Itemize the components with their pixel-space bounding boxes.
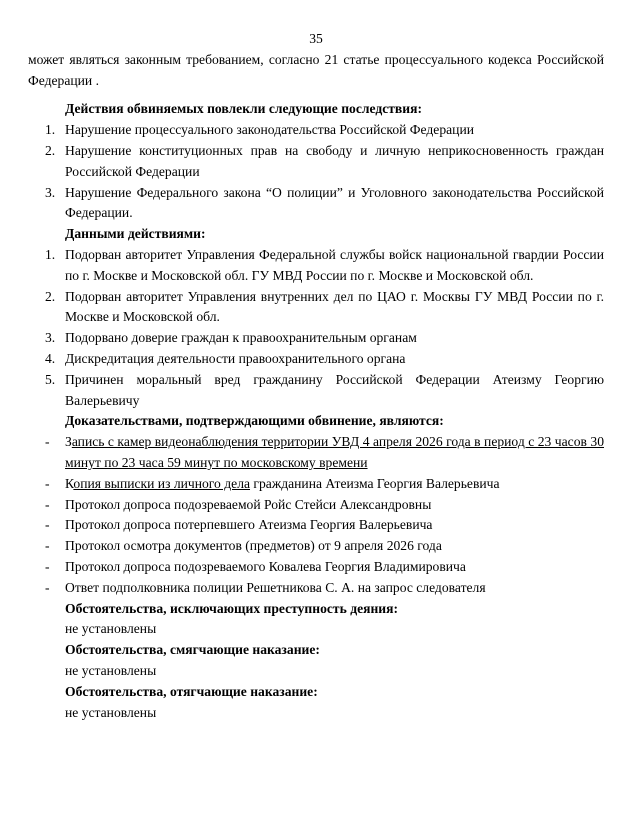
list-item-text: Нарушение Федерального закона “О полиции” и Уголовного законодательства Российской Федерации. xyxy=(65,184,604,221)
list-item xyxy=(28,245,604,287)
list-marker: - xyxy=(45,496,50,512)
list-item-text: Нарушение процессуального законодательства Российской Федерации xyxy=(65,122,474,138)
list-item-text xyxy=(65,476,500,491)
list-marker: - xyxy=(45,517,50,533)
list-item-text: Подорван авторитет Управления внутренних дел по ЦАО г. Москвы ГУ МВД России по г. Москве и Московской обл. xyxy=(65,288,604,325)
list-marker: 2. xyxy=(45,142,56,158)
list-item-text: Протокол допроса потерпевшего Атеизма Георгия Валерьевича xyxy=(65,517,433,533)
list-marker: 3. xyxy=(45,330,56,346)
list-item-text: Подорван авторитет Управления Федеральной службы войск национальной гвардии России по г. Москве и Московской обл. ГУ МВД России по г. Москве и Московской обл. xyxy=(65,246,604,283)
list-item xyxy=(28,536,604,557)
list-item-text: Протокол допроса подозреваемого Ковалева Георгия Владимировича xyxy=(65,558,466,574)
section-heading-actions: Данными действиями: xyxy=(65,226,206,242)
list-item xyxy=(28,474,604,495)
status-text: не установлены xyxy=(65,621,157,637)
section-heading-excluding-circumstances: Обстоятельства, исключающих преступность деяния: xyxy=(65,600,399,616)
list-item xyxy=(28,370,604,412)
intro-paragraph: может являться законным требованием, согласно 21 статье процессуального кодекса Российской Федерации . xyxy=(28,51,604,88)
list-marker: - xyxy=(45,579,50,595)
list-item xyxy=(28,328,604,349)
text-segment: З xyxy=(65,434,72,450)
underlined-text-segment: опия выписки из личного дела xyxy=(73,475,251,491)
list-marker: 1. xyxy=(45,246,56,262)
list-item-text: Ответ подполковника полиции Решетникова С. А. на запрос следователя xyxy=(65,579,486,595)
list-marker: - xyxy=(45,475,50,491)
list-marker: 1. xyxy=(45,122,56,138)
list-item xyxy=(28,120,604,141)
list-marker: - xyxy=(45,558,50,574)
list-item xyxy=(28,349,604,370)
list-marker: - xyxy=(45,434,50,450)
section-heading-aggravating-circumstances: Обстоятельства, отягчающие наказание: xyxy=(65,683,318,699)
list-item xyxy=(28,557,604,578)
section-heading-evidence: Доказательствами, подтверждающими обвинение, являются: xyxy=(65,413,444,429)
list-item-text: Протокол допроса подозреваемой Ройс Стейси Александровны xyxy=(65,496,432,512)
text-segment: К xyxy=(65,475,74,491)
list-marker: 4. xyxy=(45,350,56,366)
list-marker: 2. xyxy=(45,288,56,304)
text-segment: гражданина Атеизма Георгия Валерьевича xyxy=(250,475,500,491)
status-text: не установлены xyxy=(65,662,157,678)
list-item xyxy=(28,141,604,183)
list-item xyxy=(28,432,604,474)
list-marker: 5. xyxy=(45,371,56,387)
list-item-text: Дискредитация деятельности правоохранительного органа xyxy=(65,350,406,366)
list-item-text xyxy=(65,434,604,470)
list-item-text: Протокол осмотра документов (предметов) от 9 апреля 2026 года xyxy=(65,538,442,554)
list-item-text: Подорвано доверие граждан к правоохранительным органам xyxy=(65,330,417,346)
list-item xyxy=(28,287,604,329)
list-item-text: Причинен моральный вред гражданину Российской Федерации Атеизму Георгию Валерьевичу xyxy=(65,371,604,408)
list-item-text: Нарушение конституционных прав на свободу и личную неприкосновенность граждан Российской Федерации xyxy=(65,142,604,179)
section-heading-consequences: Действия обвиняемых повлекли следующие последствия: xyxy=(65,101,422,117)
list-item xyxy=(28,515,604,536)
list-item xyxy=(28,495,604,516)
list-marker: 3. xyxy=(45,184,56,200)
list-item xyxy=(28,578,604,599)
list-marker: - xyxy=(45,538,50,554)
list-item xyxy=(28,183,604,225)
status-text: не установлены xyxy=(65,704,157,720)
page-number: 35 xyxy=(309,31,323,46)
underlined-text-segment: апись с камер видеонаблюдения территории УВД 4 апреля 2026 года в период с 23 часов 30 минут по 23 часа 59 минут по московскому времени xyxy=(65,434,604,470)
section-heading-mitigating-circumstances: Обстоятельства, смягчающие наказание: xyxy=(65,642,320,658)
